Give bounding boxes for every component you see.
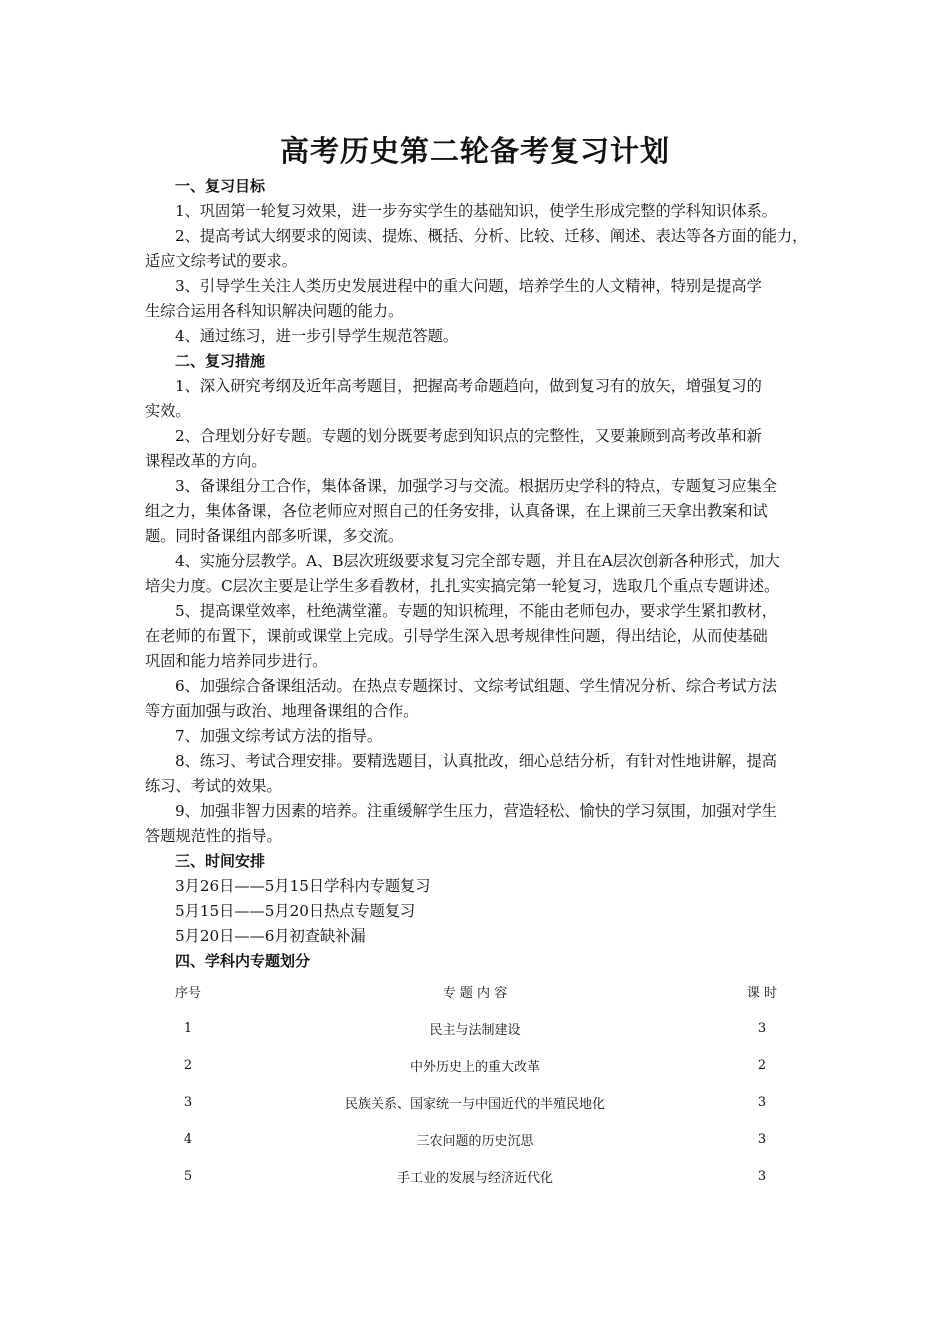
section-heading: 二、复习措施	[175, 352, 266, 370]
paragraph-line: 5月15日——5月20日热点专题复习	[175, 902, 416, 920]
paragraph-line: 2、提高考试大纲要求的阅读、提炼、概括、分析、比较、迁移、阐述、表达等各方面的能力，	[175, 227, 808, 245]
table-row	[145, 1047, 805, 1084]
table-header-row	[145, 973, 805, 1010]
paragraph-line: 8、练习、考试合理安排。要精选题目，认真批改，细心总结分析，有针对性地讲解，提高	[175, 752, 777, 770]
paragraph-line: 6、加强综合备课组活动。在热点专题探讨、文综考试组题、学生情况分析、综合考试方法	[175, 677, 777, 695]
document-body	[145, 174, 815, 974]
paragraph-line: 生综合运用各科知识解决问题的能力。	[145, 302, 404, 320]
section-heading: 一、复习目标	[175, 177, 266, 195]
header-hours: 课 时	[746, 986, 778, 1001]
paragraph-line: 课程改革的方向。	[145, 452, 267, 470]
row-hours: 3	[757, 1095, 767, 1110]
row-index: 5	[183, 1169, 193, 1184]
row-index: 1	[183, 1021, 193, 1036]
topic-table	[145, 973, 805, 1195]
paragraph-line: 等方面加强与政治、地理备课组的合作。	[145, 702, 419, 720]
paragraph-line: 3、引导学生关注人类历史发展进程中的重大问题，培养学生的人文精神，特别是提高学	[175, 277, 762, 295]
paragraph-line: 9、加强非智力因素的培养。注重缓解学生压力，营造轻松、愉快的学习氛围，加强对学生	[175, 802, 777, 820]
paragraph-line: 巩固和能力培养同步进行。	[145, 652, 328, 670]
paragraph-line: 3月26日——5月15日学科内专题复习	[175, 877, 431, 895]
header-index: 序号	[174, 986, 201, 1001]
paragraph-line: 2、合理划分好专题。专题的划分既要考虑到知识点的完整性，又要兼顾到高考改革和新	[175, 427, 762, 445]
table-row	[145, 1158, 805, 1195]
row-hours: 3	[757, 1132, 767, 1147]
row-topic: 中外历史上的重大改革	[409, 1060, 540, 1075]
row-hours: 3	[757, 1169, 767, 1184]
table-row	[145, 1010, 805, 1047]
row-hours: 2	[757, 1058, 767, 1073]
row-index: 2	[183, 1058, 193, 1073]
paragraph-line: 培尖力度。C层次主要是让学生多看教材，扎扎实实搞完第一轮复习，选取几个重点专题讲述。	[145, 577, 780, 595]
paragraph-line: 题。同时备课组内部多听课，多交流。	[145, 527, 404, 545]
header-topic: 专 题 内 容	[442, 986, 508, 1001]
paragraph-line: 在老师的布置下，课前或课堂上完成。引导学生深入思考规律性问题，得出结论，从而使基础	[145, 627, 768, 645]
paragraph-line: 答题规范性的指导。	[145, 827, 282, 845]
row-topic: 三农问题的历史沉思	[416, 1134, 534, 1149]
paragraph-line: 实效。	[145, 402, 191, 420]
row-index: 4	[183, 1132, 193, 1147]
paragraph-line: 练习、考试的效果。	[145, 777, 282, 795]
paragraph-line: 1、深入研究考纲及近年高考题目，把握高考命题趋向，做到复习有的放矢，增强复习的	[175, 377, 762, 395]
row-index: 3	[183, 1095, 193, 1110]
paragraph-line: 1、巩固第一轮复习效果，进一步夯实学生的基础知识，使学生形成完整的学科知识体系。	[175, 202, 777, 220]
row-hours: 3	[757, 1021, 767, 1036]
paragraph-line: 7、加强文综考试方法的指导。	[175, 727, 383, 745]
section-heading: 四、学科内专题划分	[175, 952, 311, 970]
paragraph-line: 4、实施分层教学。A、B层次班级要求复习完全部专题，并且在A层次创新各种形式，加大	[175, 552, 780, 570]
table-row	[145, 1084, 805, 1121]
paragraph-line: 适应文综考试的要求。	[145, 252, 297, 270]
document-title: 高考历史第二轮备考复习计划	[279, 134, 670, 168]
table-row	[145, 1121, 805, 1158]
row-topic: 民主与法制建设	[429, 1023, 521, 1038]
row-topic: 民族关系、国家统一与中国近代的半殖民地化	[344, 1097, 605, 1112]
paragraph-line: 3、备课组分工合作，集体备课，加强学习与交流。根据历史学科的特点，专题复习应集全	[175, 477, 777, 495]
paragraph-line: 5月20日——6月初查缺补漏	[175, 927, 366, 945]
section-heading: 三、时间安排	[175, 852, 266, 870]
paragraph-line: 4、通过练习，进一步引导学生规范答题。	[175, 327, 459, 345]
paragraph-line: 组之力，集体备课，各位老师应对照自己的任务安排，认真备课，在上课前三天拿出教案和试	[145, 502, 768, 520]
row-topic: 手工业的发展与经济近代化	[396, 1171, 553, 1186]
paragraph-line: 5、提高课堂效率，杜绝满堂灌。专题的知识梳理，不能由老师包办，要求学生紧扣教材，	[175, 602, 777, 620]
